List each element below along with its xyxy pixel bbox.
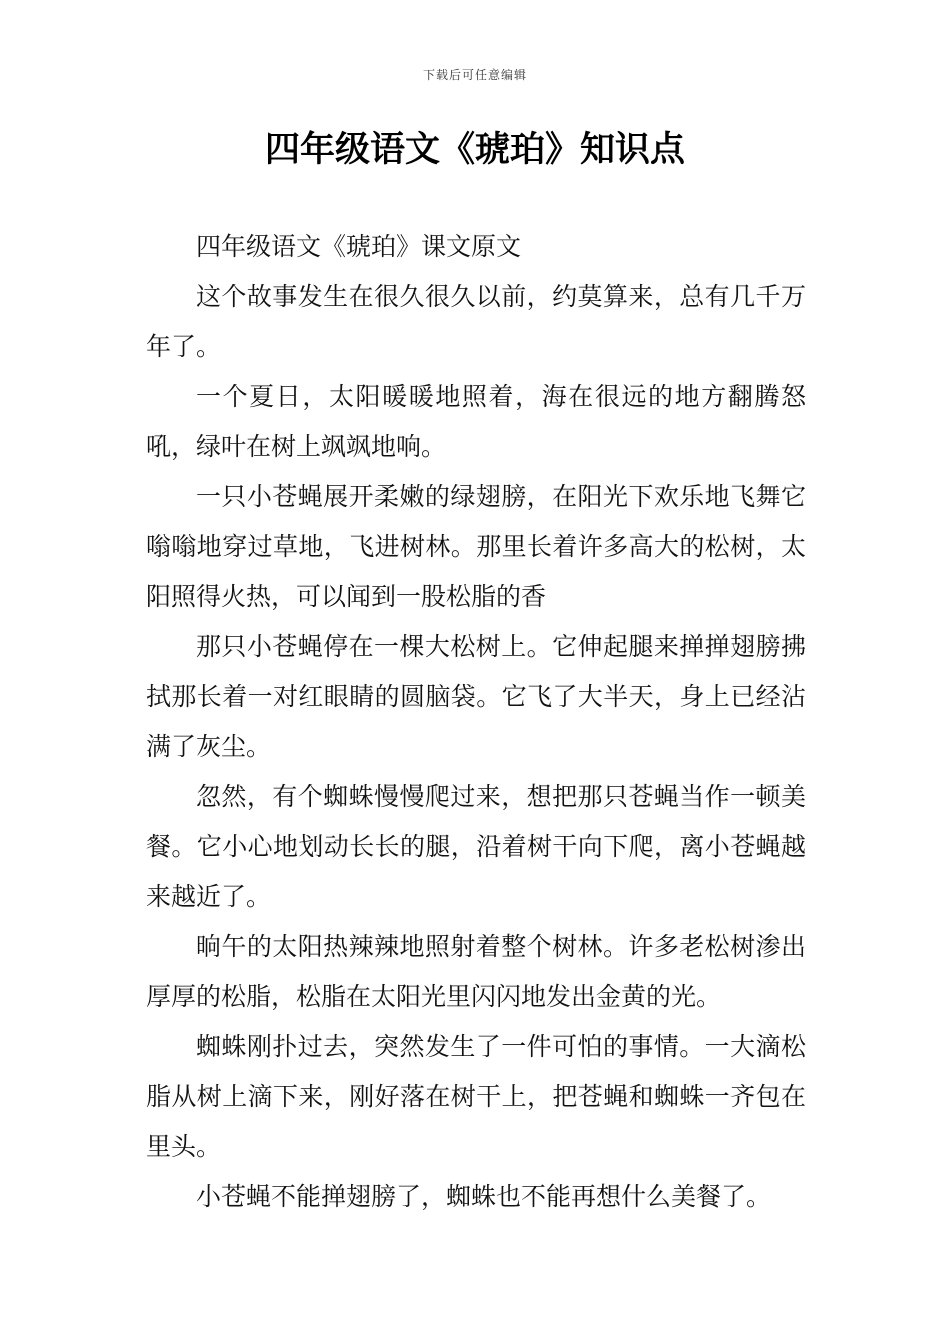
header-note: 下载后可任意编辑 <box>422 68 527 82</box>
paragraph: 小苍蝇不能掸翅膀了，蜘蛛也不能再想什么美餐了。 <box>196 1182 772 1211</box>
paragraph: 晌午的太阳热辣辣地照射着整个树林。许多老松树渗出厚厚的松脂，松脂在太阳光里闪闪地发出金黄的光。 <box>146 932 806 1011</box>
paragraph: 一只小苍蝇展开柔嫩的绿翅膀，在阳光下欢乐地飞舞它嗡嗡地穿过草地，飞进树林。那里长着许多高大的松树，太阳照得火热，可以闻到一股松脂的香 <box>146 482 806 611</box>
paragraph: 忽然，有个蜘蛛慢慢爬过来，想把那只苍蝇当作一顿美餐。它小心地划动长长的腿，沿着树干向下爬，离小苍蝇越来越近了。 <box>146 782 806 911</box>
paragraph: 这个故事发生在很久很久以前，约莫算来，总有几千万年了。 <box>146 282 806 361</box>
paragraph-subtitle: 四年级语文《琥珀》课文原文 <box>196 232 522 261</box>
paragraph: 蜘蛛刚扑过去，突然发生了一件可怕的事情。一大滴松脂从树上滴下来，刚好落在树干上，把苍蝇和蜘蛛一齐包在里头。 <box>146 1032 806 1161</box>
paragraph: 一个夏日，太阳暖暖地照着，海在很远的地方翻腾怒吼，绿叶在树上飒飒地响。 <box>146 382 806 461</box>
document-title: 四年级语文《琥珀》知识点 <box>264 130 685 170</box>
document-body <box>146 222 806 1222</box>
paragraph: 那只小苍蝇停在一棵大松树上。它伸起腿来掸掸翅膀拂拭那长着一对红眼睛的圆脑袋。它飞了大半天，身上已经沾满了灰尘。 <box>146 632 806 761</box>
